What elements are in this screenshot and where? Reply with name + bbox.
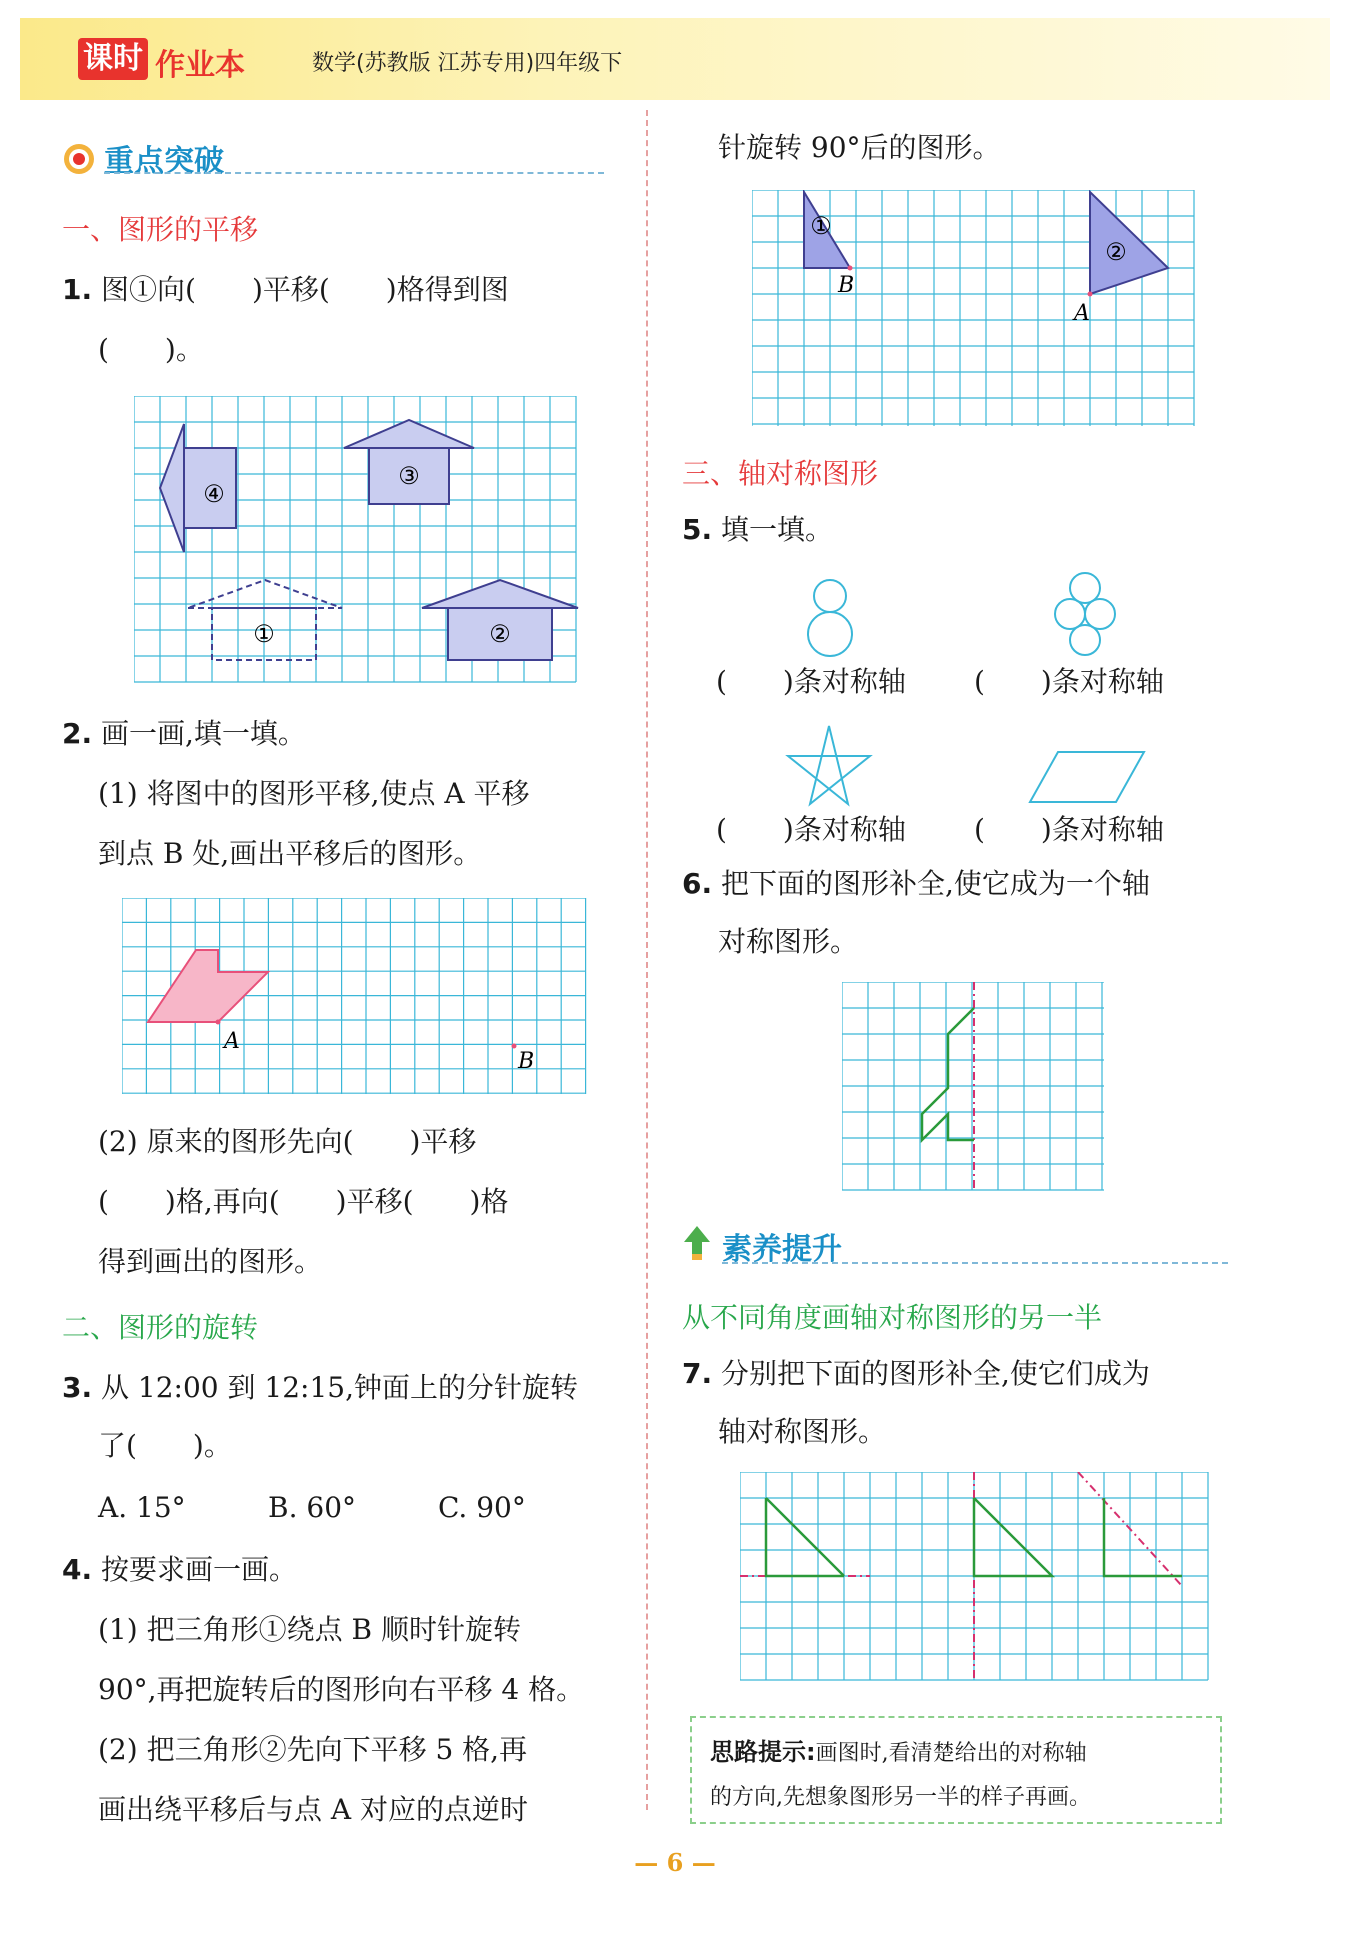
target-icon: [62, 142, 96, 176]
section-improve-underline: [722, 1262, 1228, 1264]
label-triangle-2: ②: [1105, 238, 1127, 266]
label-2: ②: [489, 620, 511, 648]
q5-blank-3: ( )条对称轴: [716, 813, 906, 846]
q2-p2c: 得到画出的图形。: [98, 1245, 323, 1278]
q4-p1b: 90°,再把旋转后的图形向右平移 4 格。: [98, 1673, 585, 1706]
q5-figure-snowman: [790, 566, 870, 666]
label-a: A: [1074, 301, 1090, 326]
q3-line2: 了( )。: [98, 1429, 232, 1462]
q2-p1b: 到点 B 处,画出平移后的图形。: [98, 837, 482, 870]
q4-p2b: 画出绕平移后与点 A 对应的点逆时: [98, 1793, 529, 1826]
up-arrow-icon: [682, 1224, 712, 1262]
category-translation: 一、图形的平移: [62, 213, 259, 246]
q2-p2a: (2) 原来的图形先向( )平移: [98, 1125, 477, 1158]
q7-shape-3: [1104, 1498, 1182, 1576]
hint-line2: 的方向,先想象图形另一半的样子再画。: [710, 1785, 1091, 1810]
q6-green-half: [922, 1008, 974, 1140]
q2-grid-figure: [122, 898, 588, 1098]
category-symmetry: 三、轴对称图形: [682, 457, 879, 490]
q5-intro: 5. 填一填。: [682, 513, 834, 546]
shape-3-roof: [344, 420, 474, 448]
q4-p1a: (1) 把三角形①绕点 B 顺时针旋转: [98, 1613, 521, 1646]
q7-grid-figure: [740, 1472, 1210, 1684]
q5-figure-parallelogram: [1028, 748, 1148, 808]
section-key-underline: [104, 172, 604, 174]
q7-shape-2: [974, 1498, 1052, 1576]
q4-p2a: (2) 把三角形②先向下平移 5 格,再: [98, 1733, 528, 1766]
q5-figure-circles: [1040, 566, 1130, 666]
q5-blank-1: ( )条对称轴: [716, 665, 906, 698]
label-b: B: [518, 1049, 535, 1074]
q4-intro: 4. 按要求画一画。: [62, 1553, 298, 1586]
q6-line2: 对称图形。: [718, 925, 859, 958]
q5-blank-4: ( )条对称轴: [974, 813, 1164, 846]
category-rotation: 二、图形的旋转: [62, 1311, 259, 1344]
subject-line: 数学(苏教版 江苏专用)四年级下: [312, 51, 623, 76]
brand-logo: 课时: [78, 38, 148, 80]
label-b: B: [838, 273, 855, 298]
q1-line2: ( )。: [98, 333, 204, 366]
q5-figure-star: [784, 722, 874, 812]
q2-pink-shape: [148, 950, 268, 1022]
section-key-title: 重点突破: [104, 144, 224, 179]
point-b: [848, 266, 853, 271]
q3-line1: 3. 从 12:00 到 12:15,钟面上的分针旋转: [62, 1371, 579, 1404]
label-a: A: [224, 1029, 240, 1054]
point-a: [1088, 292, 1093, 297]
triangle-2: [1090, 192, 1168, 294]
point-b: [512, 1044, 517, 1049]
q7-line1: 7. 分别把下面的图形补全,使它们成为: [682, 1357, 1150, 1390]
q7-shape-1-hyp: [766, 1498, 844, 1576]
hint-box: [690, 1716, 1222, 1824]
shape-4-arrow: [160, 424, 184, 552]
q2-p2b: ( )格,再向( )平移( )格: [98, 1185, 509, 1218]
q2-p1a: (1) 将图中的图形平移,使点 A 平移: [98, 777, 530, 810]
q3-option-c: C. 90°: [438, 1491, 526, 1524]
hint-line1: 画图时,看清楚给出的对称轴: [815, 1741, 1087, 1766]
category-other-half: 从不同角度画轴对称图形的另一半: [682, 1301, 1103, 1334]
label-triangle-1: ①: [810, 212, 832, 240]
q4-p2c: 针旋转 90°后的图形。: [718, 131, 1001, 164]
hint-title: 思路提示:: [710, 1738, 816, 1766]
point-a: [216, 1020, 221, 1025]
q1-grid-figure: [134, 396, 580, 686]
column-divider: [646, 110, 648, 1810]
page-number: — 6 —: [634, 1848, 716, 1877]
q6-line1: 6. 把下面的图形补全,使它成为一个轴: [682, 867, 1150, 900]
q1-line1: 1. 图①向( )平移( )格得到图: [62, 273, 509, 306]
label-3: ③: [398, 462, 420, 490]
q6-grid-figure: [842, 982, 1106, 1192]
q3-option-a: A. 15°: [98, 1491, 186, 1524]
q2-intro: 2. 画一画,填一填。: [62, 717, 306, 750]
label-4: ④: [203, 480, 225, 508]
q7-line2: 轴对称图形。: [718, 1415, 887, 1448]
q5-blank-2: ( )条对称轴: [974, 665, 1164, 698]
q4-grid-figure: [752, 190, 1198, 428]
section-improve-title: 素养提升: [722, 1232, 842, 1267]
q3-option-b: B. 60°: [268, 1491, 357, 1524]
brand-title: 作业本: [155, 48, 245, 83]
label-1: ①: [253, 620, 275, 648]
